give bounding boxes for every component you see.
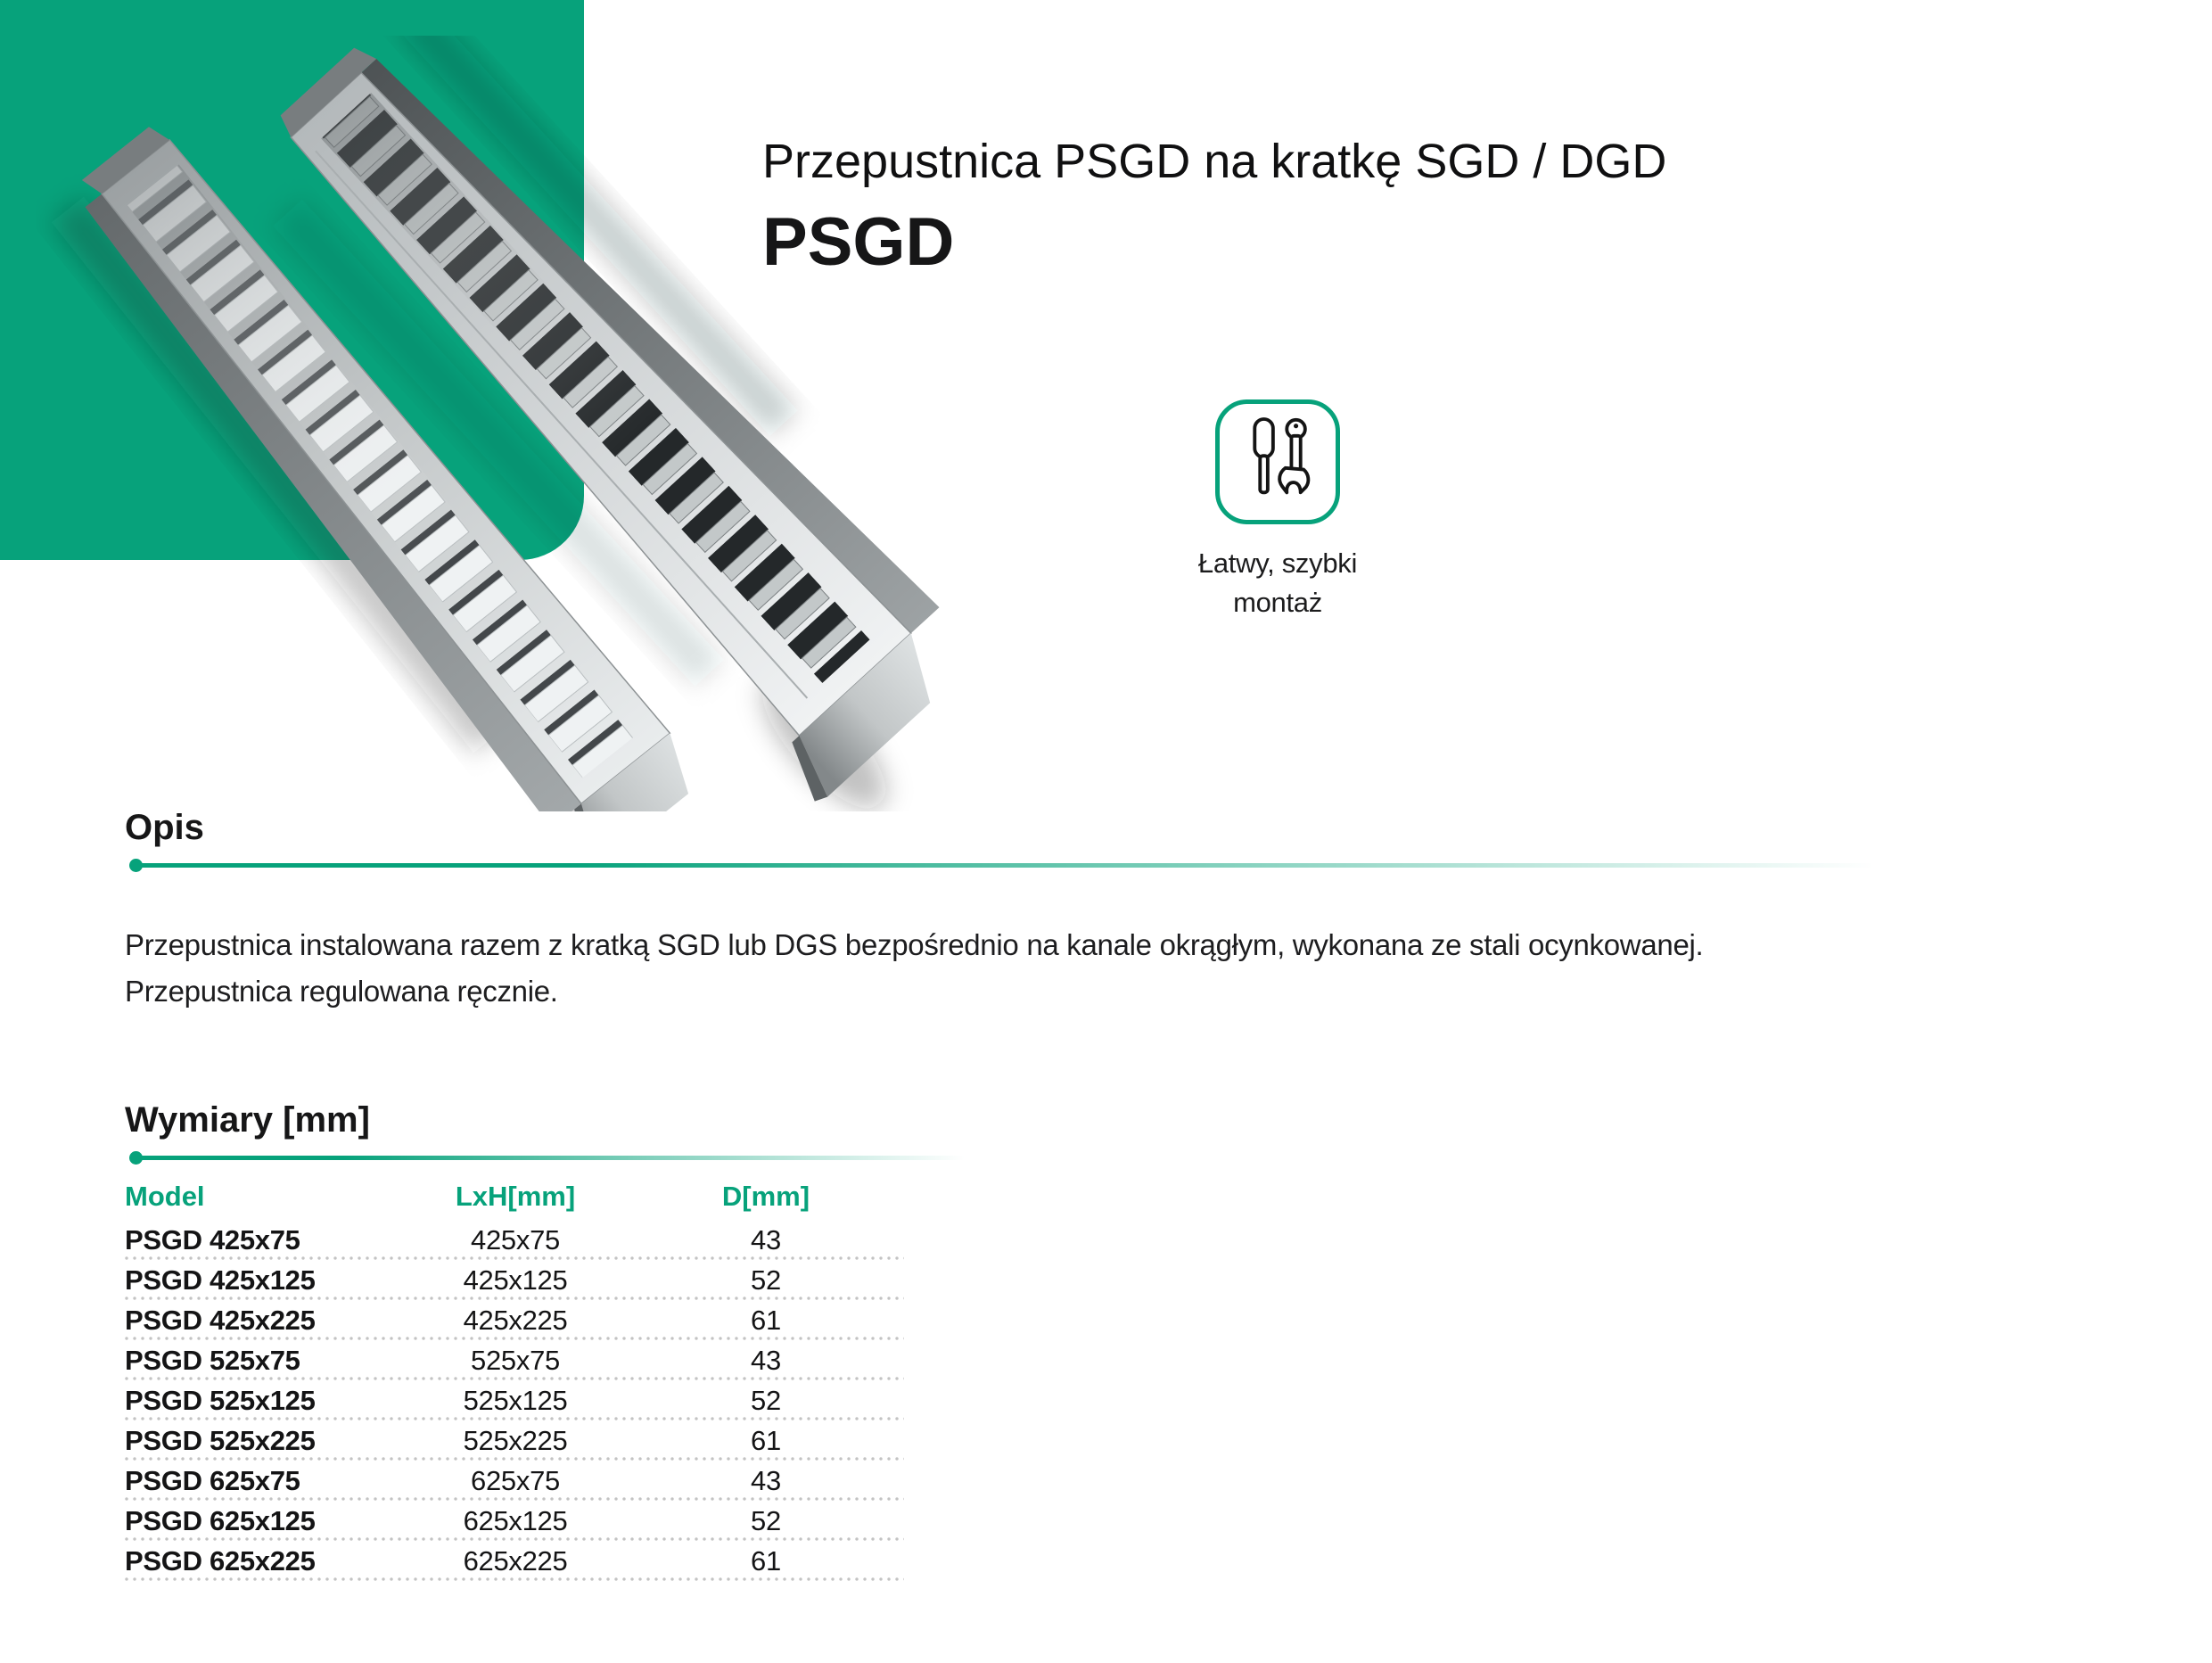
feature-easy-mounting (1148, 399, 1407, 622)
product-description (125, 922, 1783, 1015)
page-title: Przepustnica PSGD na kratkę SGD / DGD (762, 135, 1667, 188)
table-row (125, 1461, 908, 1501)
table-row (125, 1420, 908, 1461)
wrench-hole (1294, 424, 1298, 428)
screwdriver-handle (1254, 419, 1273, 457)
col-header-model: Model (125, 1181, 205, 1212)
cell-d: 52 (751, 1504, 781, 1536)
cell-lxh: 525x125 (463, 1384, 568, 1416)
cell-lxh: 425x125 (463, 1264, 568, 1296)
col-header-d: D[mm] (721, 1181, 810, 1212)
cell-model: PSGD 425x225 (125, 1304, 316, 1336)
cell-model: PSGD 625x225 (125, 1544, 316, 1577)
cell-lxh: 625x75 (471, 1464, 560, 1496)
cell-d: 52 (751, 1264, 781, 1296)
table-body (125, 1220, 908, 1581)
cell-d: 61 (751, 1424, 781, 1456)
cell-d: 43 (751, 1344, 781, 1376)
cell-model: PSGD 625x125 (125, 1504, 316, 1536)
cell-lxh: 425x225 (463, 1304, 568, 1336)
wymiary-rule (136, 1156, 965, 1160)
cell-lxh: 525x225 (463, 1424, 568, 1456)
cell-d: 61 (751, 1304, 781, 1336)
dimensions-table (125, 1173, 908, 1581)
screwdriver-shaft (1260, 456, 1268, 492)
section-heading-wymiary: Wymiary [mm] (125, 1100, 370, 1140)
section-heading-opis: Opis (125, 808, 204, 847)
description-line-2: Przepustnica regulowana ręcznie. (125, 975, 558, 1009)
table-row (125, 1380, 908, 1420)
cell-model: PSGD 425x125 (125, 1264, 316, 1296)
col-header-lxh: LxH[mm] (455, 1181, 576, 1212)
screwdriver-wrench-icon (1224, 408, 1331, 515)
table-row (125, 1220, 908, 1260)
cell-d: 52 (751, 1384, 781, 1416)
wrench-shaft (1291, 436, 1300, 470)
cell-lxh: 625x125 (463, 1504, 568, 1536)
cell-model: PSGD 525x225 (125, 1424, 316, 1456)
table-row (125, 1541, 908, 1581)
product-code: PSGD (762, 204, 955, 280)
cell-lxh: 425x75 (471, 1223, 560, 1255)
cell-model: PSGD 625x75 (125, 1464, 300, 1496)
opis-rule (136, 863, 1874, 868)
table-row (125, 1340, 908, 1380)
table-row (125, 1260, 908, 1300)
description-line-1: Przepustnica instalowana razem z kratką SGD lub DGS bezpośrednio na kanale okrągłym, wykonana ze stali ocynkowanej. (125, 928, 1704, 961)
table-header-row (125, 1173, 908, 1220)
cell-lxh: 625x225 (463, 1544, 568, 1577)
cell-lxh: 525x75 (471, 1344, 560, 1376)
cell-d: 43 (751, 1464, 781, 1496)
cell-d: 61 (751, 1544, 781, 1577)
table-row (125, 1300, 908, 1340)
cell-model: PSGD 425x75 (125, 1223, 300, 1255)
wrench-jaw (1279, 468, 1308, 492)
cell-model: PSGD 525x125 (125, 1384, 316, 1416)
title-block (762, 134, 2011, 281)
feature-caption: Łatwy, szybki montaż (1197, 547, 1358, 619)
cell-d: 43 (751, 1223, 781, 1255)
feature-icon-box (1215, 399, 1340, 524)
cell-model: PSGD 525x75 (125, 1344, 300, 1376)
table-row (125, 1501, 908, 1541)
